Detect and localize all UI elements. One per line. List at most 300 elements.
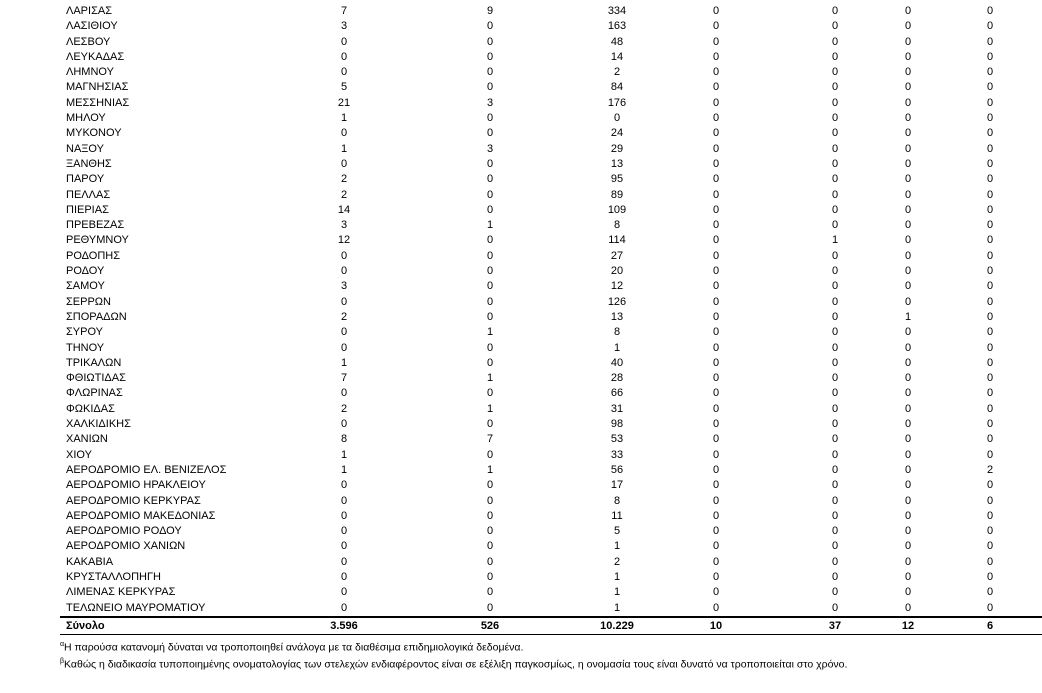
table-row <box>60 325 1042 340</box>
table-row <box>60 570 1042 585</box>
region-name: ΛΑΣΙΘΙΟΥ <box>66 20 118 33</box>
value-cell-1: 21 <box>337 96 351 109</box>
value-cell-2: 0 <box>486 341 494 354</box>
table-body <box>60 4 1042 634</box>
footnote-1 <box>60 638 847 655</box>
value-cell-7: 0 <box>986 249 994 262</box>
value-cell-1: 2 <box>340 310 348 323</box>
regional-cases-table <box>60 4 1042 635</box>
value-cell-1: 8 <box>340 433 348 446</box>
value-cell-3: 11 <box>611 509 623 522</box>
footnote-2-text: Καθώς η διαδικασία τυποποιημένης ονοματολογίας των στελεχών ενδιαφέροντος είναι σε εξέλιξη παγκοσμίως, η ονομασία τους είναι δυνατό να τροποποιείται στο χρόνο. <box>64 658 848 670</box>
value-cell-4: 0 <box>712 326 720 339</box>
value-cell-7: 0 <box>986 387 994 400</box>
value-cell-7: 0 <box>986 570 994 583</box>
value-cell-1: 0 <box>340 570 348 583</box>
value-cell-2: 1 <box>486 463 494 476</box>
value-cell-2: 0 <box>486 20 494 33</box>
value-cell-6: 0 <box>904 372 912 385</box>
region-name: ΤΕΛΩΝΕΙΟ ΜΑΥΡΟΜΑΤΙΟΥ <box>66 601 206 614</box>
value-cell-3: 1 <box>613 341 621 354</box>
value-cell-7: 0 <box>986 479 994 492</box>
value-cell-4: 0 <box>712 142 720 155</box>
region-name: ΜΕΣΣΗΝΙΑΣ <box>66 96 130 109</box>
value-cell-4: 0 <box>712 402 720 415</box>
region-name: ΦΩΚΙΔΑΣ <box>66 402 115 415</box>
table-row <box>60 448 1042 463</box>
value-cell-2: 0 <box>486 249 494 262</box>
region-name: ΣΑΜΟΥ <box>66 280 105 293</box>
value-cell-3: 114 <box>608 234 626 247</box>
value-cell-5: 0 <box>831 570 839 583</box>
value-cell-2: 0 <box>486 295 494 308</box>
region-name: ΤΡΙΚΑΛΩΝ <box>66 356 122 369</box>
value-cell-2: 0 <box>486 479 494 492</box>
table-row <box>60 4 1042 19</box>
value-cell-1: 0 <box>340 525 348 538</box>
value-cell-2: 0 <box>486 555 494 568</box>
value-cell-5: 0 <box>831 35 839 48</box>
value-cell-3: 1 <box>613 586 621 599</box>
value-cell-4: 0 <box>712 96 720 109</box>
value-cell-4: 0 <box>712 586 720 599</box>
region-name: ΣΕΡΡΩΝ <box>66 295 111 308</box>
value-cell-1: 2 <box>340 402 348 415</box>
value-cell-2: 0 <box>486 540 494 553</box>
value-cell-2: 0 <box>486 509 494 522</box>
value-cell-6: 0 <box>904 326 912 339</box>
value-cell-5: 0 <box>831 418 839 431</box>
value-cell-5: 0 <box>831 601 839 614</box>
table-row <box>60 524 1042 539</box>
value-cell-4: 0 <box>712 50 720 63</box>
value-cell-4: 10 <box>640 617 792 635</box>
value-cell-4: 0 <box>712 372 720 385</box>
value-cell-5: 0 <box>831 188 839 201</box>
value-cell-4: 0 <box>712 157 720 170</box>
value-cell-1: 0 <box>340 295 348 308</box>
value-cell-5: 0 <box>831 555 839 568</box>
value-cell-2: 0 <box>486 265 494 278</box>
table-row <box>60 50 1042 65</box>
value-cell-6: 0 <box>904 356 912 369</box>
table-row <box>60 386 1042 401</box>
value-cell-3: 2 <box>613 66 621 79</box>
table-row <box>60 126 1042 141</box>
region-name: ΦΛΩΡΙΝΑΣ <box>66 387 123 400</box>
value-cell-2: 0 <box>486 112 494 125</box>
value-cell-3: 14 <box>610 50 624 63</box>
value-cell-4: 0 <box>712 265 720 278</box>
value-cell-4: 0 <box>712 249 720 262</box>
region-name: ΛΑΡΙΣΑΣ <box>66 5 113 17</box>
value-cell-6: 0 <box>904 203 912 216</box>
value-cell-7: 0 <box>986 356 994 369</box>
value-cell-5: 0 <box>831 433 839 446</box>
table-row <box>60 80 1042 95</box>
value-cell-1: 0 <box>340 555 348 568</box>
value-cell-4: 0 <box>712 463 720 476</box>
value-cell-1: 12 <box>337 234 351 247</box>
value-cell-2: 1 <box>486 326 494 339</box>
value-cell-3: 5 <box>613 525 621 538</box>
value-cell-2: 0 <box>486 188 494 201</box>
value-cell-6: 0 <box>904 5 912 17</box>
value-cell-3: 31 <box>610 402 624 415</box>
value-cell-7: 0 <box>986 127 994 140</box>
region-name: ΧΙΟΥ <box>66 448 92 461</box>
value-cell-4: 0 <box>712 433 720 446</box>
region-name: ΠΑΡΟΥ <box>66 173 105 186</box>
value-cell-3: 56 <box>610 463 624 476</box>
value-cell-7: 0 <box>986 433 994 446</box>
value-cell-7: 0 <box>986 555 994 568</box>
value-cell-5: 0 <box>831 5 839 17</box>
table-row <box>60 157 1042 172</box>
value-cell-7: 0 <box>986 188 994 201</box>
value-cell-2: 0 <box>486 35 494 48</box>
value-cell-3: 17 <box>610 479 624 492</box>
value-cell-5: 37 <box>792 617 878 635</box>
region-name: ΛΙΜΕΝΑΣ ΚΕΡΚΥΡΑΣ <box>66 586 176 599</box>
value-cell-6: 0 <box>904 479 912 492</box>
value-cell-3: 66 <box>610 387 624 400</box>
value-cell-1: 0 <box>340 66 348 79</box>
value-cell-2: 0 <box>486 157 494 170</box>
table-row <box>60 402 1042 417</box>
value-cell-6: 0 <box>904 157 912 170</box>
value-cell-1: 1 <box>340 448 348 461</box>
value-cell-4: 0 <box>712 418 720 431</box>
region-name: ΛΕΣΒΟΥ <box>66 35 111 48</box>
table-row <box>60 310 1042 325</box>
value-cell-4: 0 <box>712 127 720 140</box>
value-cell-5: 0 <box>831 280 839 293</box>
value-cell-6: 12 <box>878 617 938 635</box>
value-cell-4: 0 <box>712 341 720 354</box>
table-row <box>60 65 1042 80</box>
value-cell-4: 0 <box>712 310 720 323</box>
region-name: ΡΟΔΟΠΗΣ <box>66 249 121 262</box>
value-cell-7: 0 <box>986 448 994 461</box>
value-cell-2: 0 <box>486 586 494 599</box>
table-row <box>60 463 1042 478</box>
value-cell-7: 0 <box>986 280 994 293</box>
value-cell-4: 0 <box>712 35 720 48</box>
region-name: ΚΑΚΑΒΙΑ <box>66 555 114 568</box>
value-cell-3: 13 <box>610 310 624 323</box>
value-cell-7: 0 <box>986 586 994 599</box>
value-cell-1: 3.596 <box>302 617 386 635</box>
value-cell-1: 0 <box>340 601 348 614</box>
value-cell-1: 1 <box>340 112 348 125</box>
value-cell-7: 0 <box>986 341 994 354</box>
value-cell-5: 0 <box>831 586 839 599</box>
value-cell-3: 13 <box>610 157 624 170</box>
value-cell-5: 0 <box>831 203 839 216</box>
value-cell-6: 0 <box>904 387 912 400</box>
value-cell-5: 0 <box>831 81 839 94</box>
value-cell-4: 0 <box>712 173 720 186</box>
value-cell-1: 3 <box>340 20 348 33</box>
region-name: ΠΙΕΡΙΑΣ <box>66 203 109 216</box>
value-cell-1: 1 <box>340 463 348 476</box>
value-cell-1: 1 <box>340 356 348 369</box>
value-cell-5: 0 <box>831 66 839 79</box>
value-cell-1: 14 <box>337 203 351 216</box>
value-cell-3: 84 <box>610 81 624 94</box>
value-cell-7: 0 <box>986 265 994 278</box>
value-cell-1: 0 <box>340 418 348 431</box>
region-name: ΠΡΕΒΕΖΑΣ <box>66 219 125 232</box>
value-cell-5: 0 <box>831 310 839 323</box>
table-row <box>60 19 1042 34</box>
value-cell-5: 0 <box>831 142 839 155</box>
value-cell-6: 0 <box>904 219 912 232</box>
value-cell-6: 0 <box>904 433 912 446</box>
value-cell-3: 40 <box>610 356 624 369</box>
value-cell-3: 28 <box>610 372 624 385</box>
value-cell-2: 0 <box>486 66 494 79</box>
value-cell-2: 0 <box>486 356 494 369</box>
value-cell-2: 0 <box>486 203 494 216</box>
value-cell-3: 12 <box>610 280 624 293</box>
footnotes <box>60 638 847 671</box>
value-cell-1: 0 <box>340 494 348 507</box>
value-cell-1: 0 <box>340 509 348 522</box>
region-name: ΑΕΡΟΔΡΟΜΙΟ ΕΛ. ΒΕΝΙΖΕΛΟΣ <box>66 463 227 476</box>
value-cell-6: 0 <box>904 555 912 568</box>
value-cell-4: 0 <box>712 112 720 125</box>
value-cell-1: 0 <box>340 479 348 492</box>
region-name: ΜΥΚΟΝΟΥ <box>66 127 122 140</box>
value-cell-7: 0 <box>986 310 994 323</box>
value-cell-3: 89 <box>610 188 624 201</box>
value-cell-2: 3 <box>486 96 494 109</box>
value-cell-5: 0 <box>831 20 839 33</box>
value-cell-1: 3 <box>340 280 348 293</box>
value-cell-4: 0 <box>712 234 720 247</box>
table-row <box>60 233 1042 248</box>
value-cell-3: 176 <box>607 96 627 109</box>
value-cell-2: 1 <box>486 402 494 415</box>
value-cell-4: 0 <box>712 479 720 492</box>
table-row <box>60 203 1042 218</box>
value-cell-3: 334 <box>607 5 627 17</box>
value-cell-6: 0 <box>904 20 912 33</box>
value-cell-4: 0 <box>712 509 720 522</box>
table-row <box>60 111 1042 126</box>
value-cell-7: 0 <box>986 540 994 553</box>
value-cell-5: 0 <box>831 127 839 140</box>
value-cell-7: 0 <box>986 372 994 385</box>
footnote-2 <box>60 655 847 672</box>
value-cell-3: 98 <box>610 418 624 431</box>
table-row <box>60 494 1042 509</box>
footnote-2-marker: β <box>60 657 65 665</box>
value-cell-1: 2 <box>340 173 348 186</box>
value-cell-7: 0 <box>986 173 994 186</box>
value-cell-7: 0 <box>986 326 994 339</box>
value-cell-4: 0 <box>712 66 720 79</box>
value-cell-3: 29 <box>610 142 624 155</box>
value-cell-7: 0 <box>986 402 994 415</box>
value-cell-7: 0 <box>986 525 994 538</box>
value-cell-7: 0 <box>986 5 994 17</box>
region-name: ΡΕΘΥΜΝΟΥ <box>66 234 129 247</box>
table-row <box>60 264 1042 279</box>
value-cell-1: 7 <box>340 5 348 17</box>
value-cell-2: 0 <box>486 50 494 63</box>
value-cell-4: 0 <box>712 540 720 553</box>
table-row <box>60 585 1042 600</box>
value-cell-4: 0 <box>712 387 720 400</box>
value-cell-1: 0 <box>340 387 348 400</box>
value-cell-6: 0 <box>904 66 912 79</box>
value-cell-7: 0 <box>986 142 994 155</box>
value-cell-4: 0 <box>712 601 720 614</box>
value-cell-1: 0 <box>340 249 348 262</box>
region-name: ΑΕΡΟΔΡΟΜΙΟ ΚΕΡΚΥΡΑΣ <box>66 494 201 507</box>
value-cell-2: 0 <box>486 525 494 538</box>
value-cell-3: 2 <box>613 555 621 568</box>
value-cell-7: 0 <box>986 418 994 431</box>
value-cell-3: 8 <box>613 494 621 507</box>
value-cell-4: 0 <box>712 525 720 538</box>
value-cell-1: 0 <box>340 326 348 339</box>
table-row <box>60 555 1042 570</box>
value-cell-5: 0 <box>831 494 839 507</box>
value-cell-5: 0 <box>831 525 839 538</box>
value-cell-5: 0 <box>831 112 839 125</box>
value-cell-2: 526 <box>386 617 594 635</box>
value-cell-3: 109 <box>607 203 627 216</box>
region-name: ΡΟΔΟΥ <box>66 265 105 278</box>
value-cell-2: 0 <box>486 601 494 614</box>
value-cell-5: 0 <box>831 463 839 476</box>
value-cell-2: 1 <box>486 372 494 385</box>
value-cell-6: 0 <box>904 341 912 354</box>
value-cell-2: 0 <box>486 173 494 186</box>
region-name: ΝΑΞΟΥ <box>66 142 104 155</box>
region-name: ΛΕΥΚΑΔΑΣ <box>66 50 125 63</box>
table-row <box>60 341 1042 356</box>
value-cell-6: 0 <box>904 234 912 247</box>
value-cell-6: 0 <box>904 127 912 140</box>
value-cell-6: 0 <box>904 586 912 599</box>
value-cell-3: 163 <box>607 20 627 33</box>
value-cell-6: 0 <box>904 142 912 155</box>
value-cell-7: 0 <box>986 203 994 216</box>
region-name: ΑΕΡΟΔΡΟΜΙΟ ΡΟΔΟΥ <box>66 525 182 538</box>
table-row <box>60 35 1042 50</box>
value-cell-3: 27 <box>610 249 624 262</box>
value-cell-6: 0 <box>904 249 912 262</box>
region-name: ΦΘΙΩΤΙΔΑΣ <box>66 372 126 385</box>
table-row <box>60 539 1042 554</box>
table-row <box>60 218 1042 233</box>
table-row <box>60 432 1042 447</box>
value-cell-7: 0 <box>986 295 994 308</box>
value-cell-4: 0 <box>712 203 720 216</box>
value-cell-1: 5 <box>340 81 348 94</box>
value-cell-5: 0 <box>831 50 839 63</box>
value-cell-7: 0 <box>986 234 994 247</box>
table-row <box>60 96 1042 111</box>
value-cell-4: 0 <box>712 81 720 94</box>
value-cell-5: 0 <box>831 356 839 369</box>
value-cell-3: 0 <box>613 112 621 125</box>
value-cell-3: 126 <box>607 295 627 308</box>
value-cell-5: 0 <box>831 249 839 262</box>
value-cell-3: 24 <box>610 127 624 140</box>
value-cell-5: 0 <box>831 173 839 186</box>
value-cell-1: 3 <box>340 219 348 232</box>
value-cell-2: 0 <box>486 570 494 583</box>
region-name: ΜΑΓΝΗΣΙΑΣ <box>66 81 129 94</box>
value-cell-3: 95 <box>610 173 624 186</box>
table-row <box>60 279 1042 294</box>
value-cell-2: 0 <box>486 234 494 247</box>
value-cell-2: 0 <box>486 127 494 140</box>
value-cell-1: 0 <box>340 127 348 140</box>
value-cell-2: 7 <box>486 433 494 446</box>
value-cell-5: 0 <box>831 157 839 170</box>
value-cell-3: 1 <box>613 540 621 553</box>
value-cell-2: 0 <box>486 494 494 507</box>
value-cell-4: 0 <box>712 188 720 201</box>
value-cell-7: 0 <box>986 601 994 614</box>
table-row <box>60 417 1042 432</box>
value-cell-2: 9 <box>486 5 494 17</box>
value-cell-2: 3 <box>486 142 494 155</box>
value-cell-6: 0 <box>904 173 912 186</box>
value-cell-2: 1 <box>486 219 494 232</box>
table-row <box>60 478 1042 493</box>
value-cell-6: 0 <box>904 570 912 583</box>
value-cell-6: 0 <box>904 402 912 415</box>
value-cell-4: 0 <box>712 570 720 583</box>
value-cell-6: 0 <box>904 35 912 48</box>
value-cell-6: 0 <box>904 112 912 125</box>
value-cell-1: 2 <box>340 188 348 201</box>
value-cell-7: 0 <box>986 35 994 48</box>
value-cell-1: 0 <box>340 265 348 278</box>
value-cell-4: 0 <box>712 555 720 568</box>
value-cell-6: 0 <box>904 418 912 431</box>
value-cell-7: 0 <box>986 96 994 109</box>
footnote-1-marker: α <box>60 641 65 648</box>
region-name: ΤΗΝΟΥ <box>66 341 105 354</box>
value-cell-1: 7 <box>340 372 348 385</box>
value-cell-1: 0 <box>340 341 348 354</box>
value-cell-3: 48 <box>610 35 624 48</box>
region-name: ΛΗΜΝΟΥ <box>66 66 114 79</box>
value-cell-1: 0 <box>340 50 348 63</box>
value-cell-7: 0 <box>986 509 994 522</box>
table-row <box>60 356 1042 371</box>
value-cell-3: 10.229 <box>594 617 640 635</box>
value-cell-7: 0 <box>986 157 994 170</box>
value-cell-2: 0 <box>486 81 494 94</box>
value-cell-6: 0 <box>904 448 912 461</box>
region-name: ΧΑΝΙΩΝ <box>66 433 108 446</box>
value-cell-4: 0 <box>712 20 720 33</box>
value-cell-3: 1 <box>613 601 621 614</box>
value-cell-5: 0 <box>831 509 839 522</box>
value-cell-6: 0 <box>904 463 912 476</box>
table-row <box>60 188 1042 203</box>
